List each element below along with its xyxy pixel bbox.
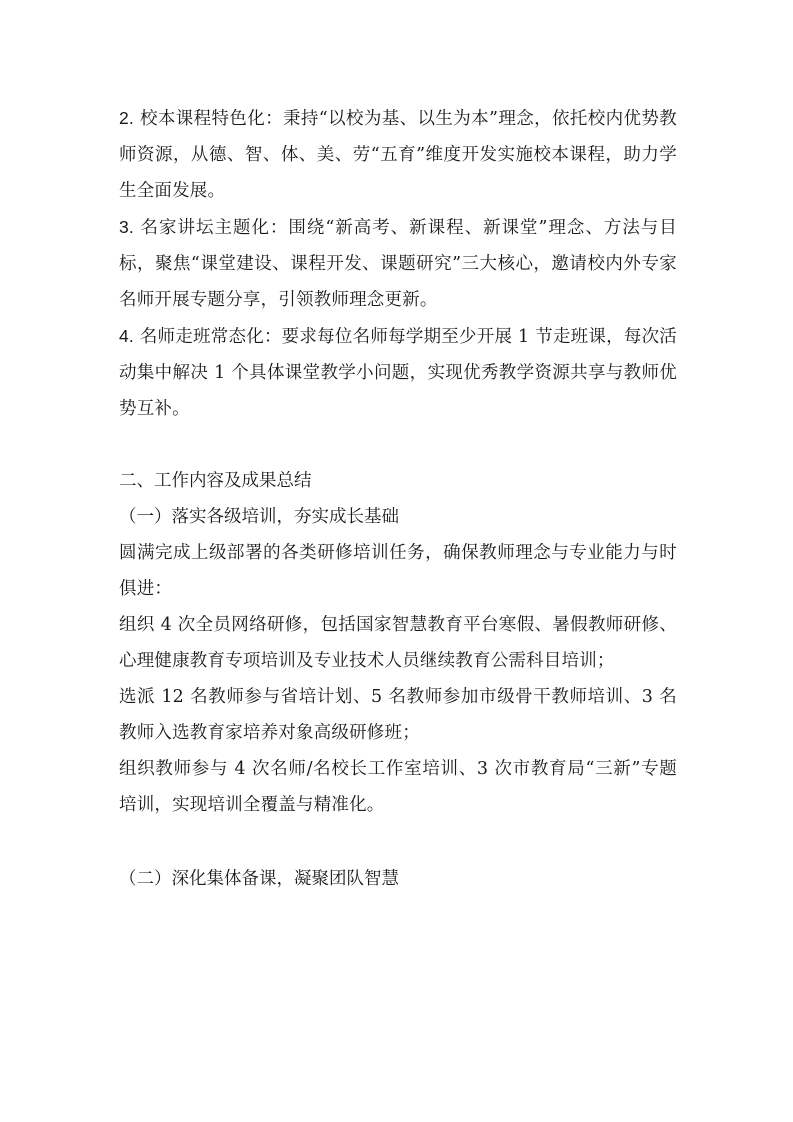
training-point-1: 组织 4 次全员网络研修，包括国家智慧教育平台寒假、暑假教师研修、心理健康教育专项培训及专业技术人员继续教育公需科目培训；: [119, 615, 677, 671]
item-text: 名家讲坛主题化：围绕“新高考、新课程、新课堂”理念、方法与目标，聚焦“课堂建设、课程开发、课题研究”三大核心，邀请校内外专家名师开展专题分享，引领教师理念更新。: [119, 218, 677, 310]
section-heading: 二、工作内容及成果总结: [119, 471, 312, 491]
list-item-2: [119, 100, 677, 209]
item-text: 校本课程特色化：秉持“以校为基、以生为本”理念，依托校内优势教师资源，从德、智、体、美、劳“五育”维度开发实施校本课程，助力学生全面发展。: [119, 109, 678, 201]
item-number: 3.: [119, 217, 134, 237]
subsection-heading-2: （二）深化集体备课，凝聚团队智慧: [119, 869, 399, 889]
list-item-3: [119, 209, 677, 318]
document-body: [119, 100, 677, 897]
spacer: [119, 823, 677, 861]
spacer: [119, 427, 677, 463]
training-point-3: 组织教师参与 4 次名师/名校长工作室培训、3 次市教育局“三新”专题培训，实现培训全覆盖与精准化。: [119, 759, 677, 815]
item-number: 2.: [119, 108, 134, 128]
list-item-4: [119, 318, 677, 427]
subsection-intro: 圆满完成上级部署的各类研修培训任务，确保教师理念与专业能力与时俱进：: [119, 543, 677, 599]
item-number: 4.: [119, 326, 134, 346]
subsection-heading-1: （一）落实各级培训，夯实成长基础: [119, 507, 399, 527]
training-point-2: 选派 12 名教师参与省培计划、5 名教师参加市级骨干教师培训、3 名教师入选教育家培养对象高级研修班；: [119, 687, 677, 743]
item-text: 名师走班常态化：要求每位名师每学期至少开展 1 节走班课，每次活动集中解决 1 个具体课堂教学小问题，实现优秀教学资源共享与教师优势互补。: [119, 327, 677, 419]
